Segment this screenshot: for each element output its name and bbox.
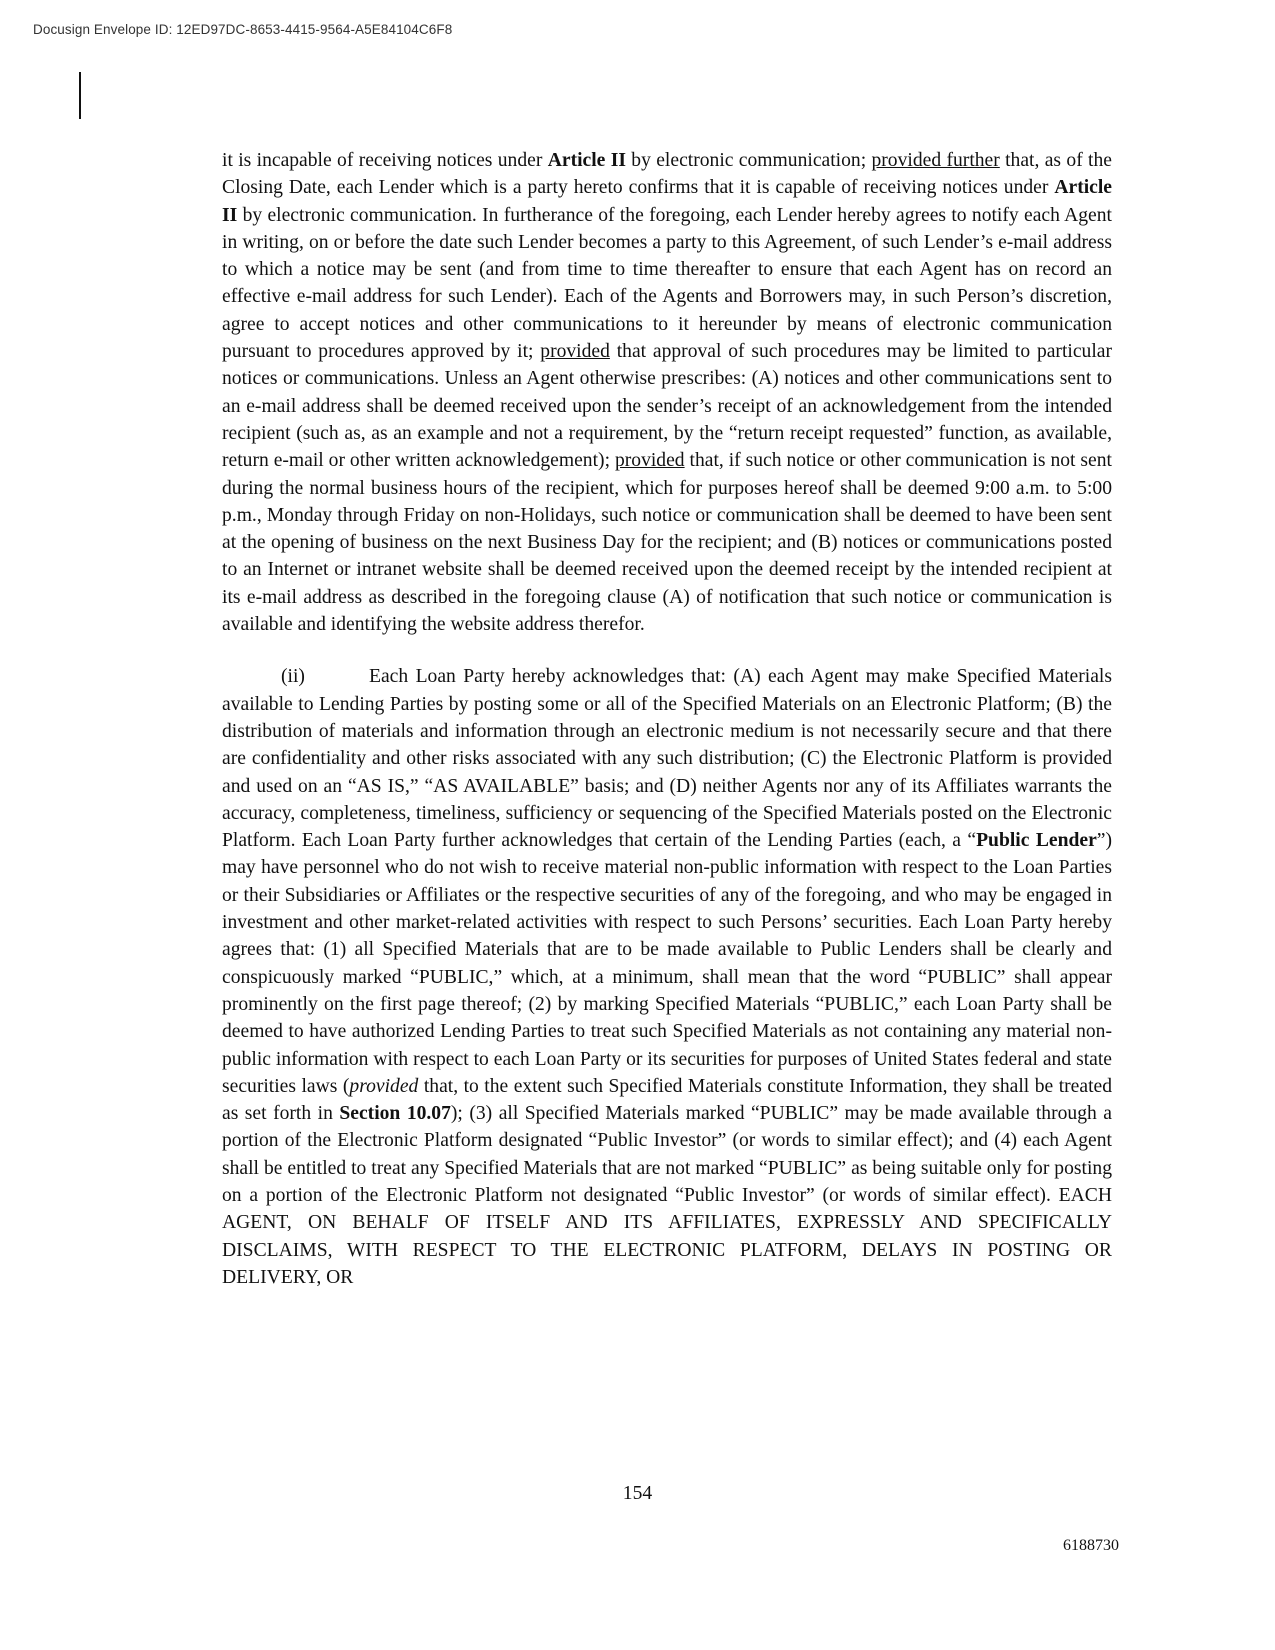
document-number: 6188730 [1063, 1537, 1119, 1554]
paragraph-ii [222, 663, 1112, 1291]
docusign-envelope-id: Docusign Envelope ID: 12ED97DC-8653-4415-9564-A5E84104C6F8 [33, 22, 453, 37]
defined-term-public-lender: Public Lender [976, 830, 1097, 852]
page-number: 154 [622, 1483, 653, 1504]
provided-term: provided [540, 341, 610, 363]
text-run: Each Loan Party hereby acknowledges that: (A) each Agent may make Specified Materials available to Lending Parties by posting some or all of the Specified Materials on an Electronic Platform; (B) the distribution of materials and information through an electronic medium is not necessarily secure and that there are confidentiality and other risks associated with any such distribution; (C) the Electronic Platform is provided and used on an “AS IS,” “AS AVAILABLE” basis; and (D) neither Agents nor any of its Affiliates warrants the accuracy, completeness, timeliness, sufficiency or sequencing of the Specified Materials posted on the Electronic Platform. Each Loan Party further acknowledges that certain of the Lending Parties (each, a “ [222, 666, 1112, 852]
provided-term: provided [349, 1075, 419, 1097]
text-run: it is incapable of receiving notices under [222, 150, 548, 171]
text-run: ); (3) all Specified Materials marked “PUBLIC” may be made available through a portion of the Electronic Platform designated “Public Investor” (or words to similar effect); and (4) each Agent shall be entitled to treat any Specified Materials that are not marked “PUBLIC” as being suitable only for posting on a portion of the Electronic Platform not designated “Public Investor” (or words of similar effect). EACH AGENT, ON BEHALF OF ITSELF AND ITS AFFILIATES, EXPRESSLY AND SPECIFICALLY DISCLAIMS, WITH RESPECT TO THE ELECTRONIC PLATFORM, DELAYS IN POSTING OR DELIVERY, OR [222, 1103, 1112, 1288]
provided-term: provided [614, 450, 685, 472]
revision-bar [79, 72, 81, 119]
article-reference: Article II [547, 150, 626, 171]
document-body [222, 147, 1112, 1291]
text-run: that, to the extent such Specified Materials constitute Information, they shall be treated as set forth in [222, 1075, 1113, 1125]
section-reference: Section 10.07 [339, 1103, 451, 1125]
text-run: ”) may have personnel who do not wish to receive material non-public information with respect to the Loan Parties or their Subsidiaries or Affiliates or the respective securities of any of the foregoing, and who may be engaged in investment and other market-related activities with respect to such Persons’ securities. Each Loan Party hereby agrees that: (1) all Specified Materials that are to be made available to Public Lenders shall be clearly and conspicuously marked “PUBLIC,” which, at a minimum, shall mean that the word “PUBLIC” shall appear prominently on the first page thereof; (2) by marking Specified Materials “PUBLIC,” each Loan Party shall be deemed to have authorized Lending Parties to treat such Specified Materials as not containing any material non-public information with respect to each Loan Party or its securities for purposes of United States federal and state securities laws ( [222, 830, 1113, 1097]
text-run: that approval of such procedures may be limited to particular notices or communications. Unless an Agent otherwise prescribes: (A) notices and other communications sent to an e-mail address shall be deemed received upon the sender’s receipt of an acknowledgement from the intended recipient (such as, as an example and not a requirement, by the “return receipt requested” function, as available, return e-mail or other written acknowledgement); [222, 341, 1113, 472]
text-run: by electronic communication. In furtherance of the foregoing, each Lender hereby agrees to notify each Agent in writing, on or before the date such Lender becomes a party to this Agreement, of such Lender’s e-mail address to which a notice may be sent (and from time to time thereafter to ensure that each Agent has on record an effective e-mail address for such Lender). Each of the Agents and Borrowers may, in such Person’s discretion, agree to accept notices and other communications to it hereunder by means of electronic communication pursuant to procedures approved by it; [222, 204, 1112, 363]
text-run: that, if such notice or other communication is not sent during the normal business hours of the recipient, which for purposes hereof shall be deemed 9:00 a.m. to 5:00 p.m., Monday through Friday on non-Holidays, such notice or communication shall be deemed to have been sent at the opening of business on the next Business Day for the recipient; and (B) notices or communications posted to an Internet or intranet website shall be deemed received upon the deemed receipt by the intended recipient at its e-mail address as described in the foregoing clause (A) of notification that such notice or communication is available and identifying the website address therefor. [222, 450, 1112, 636]
text-run: that, as of the Closing Date, each Lender which is a party hereto confirms that it is capable of receiving notices under [222, 150, 1112, 199]
paragraph-continuation [222, 147, 1112, 638]
article-reference: Article II [222, 177, 1112, 226]
provided-further-term: provided further [871, 150, 1000, 171]
text-run: by electronic communication; [625, 150, 872, 171]
clause-number: (ii) [281, 666, 305, 688]
